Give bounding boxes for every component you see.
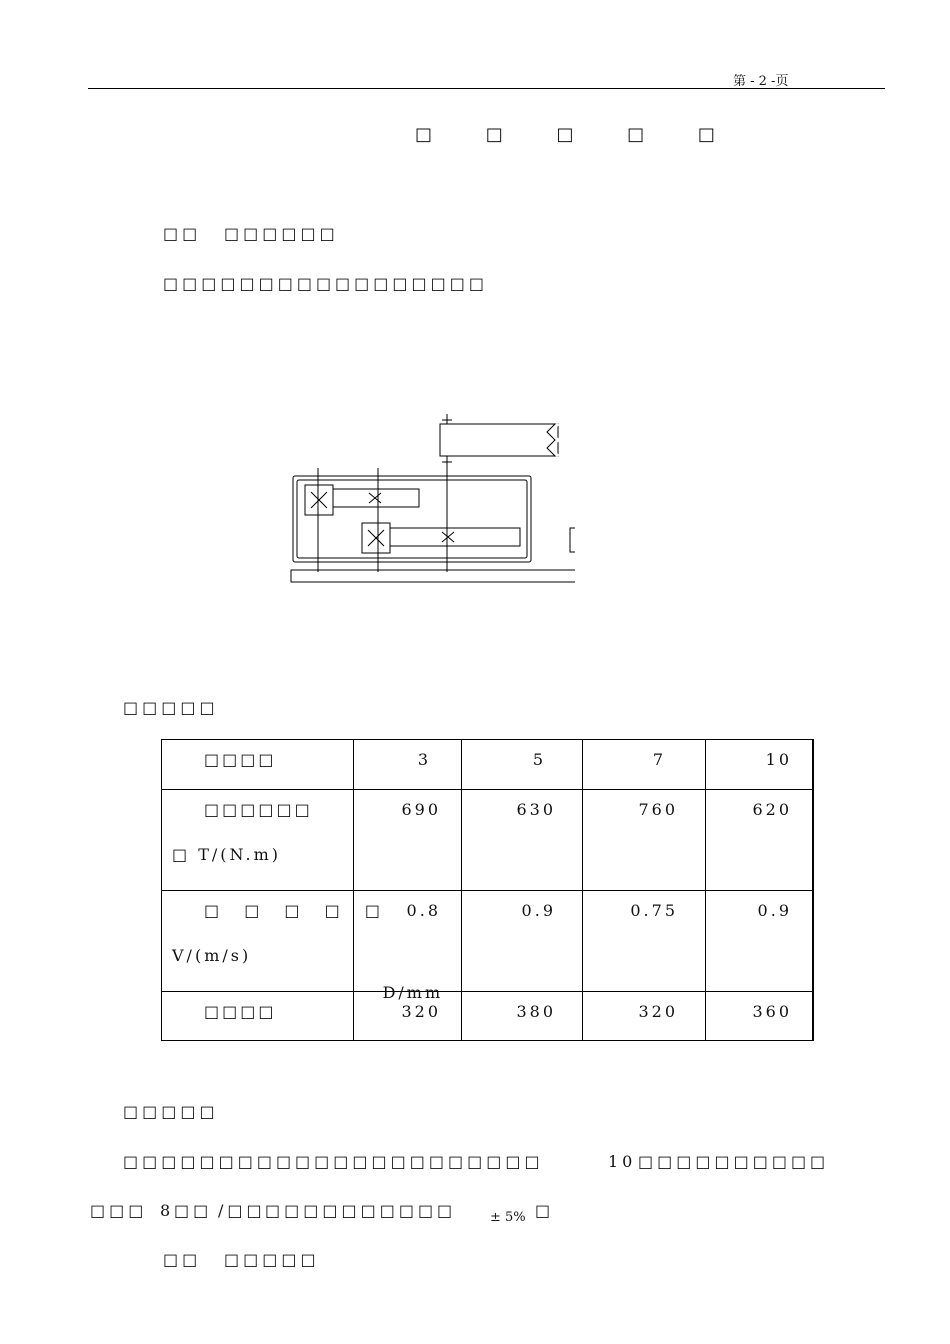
section1-index: □□ (163, 224, 202, 243)
motor (570, 528, 575, 552)
table-cell: 360 (752, 1002, 792, 1021)
table-cell: 380 (516, 1002, 556, 1021)
subtitle-line: □□□□□□□□□□□□□□□□□ (163, 274, 488, 293)
para-line2-text-d: □□□□□□□□□□ (265, 1201, 457, 1220)
para-line2-text-c: /□□ (218, 1201, 266, 1220)
para-line2-end: □ (535, 1201, 555, 1220)
table-cell: 760 (638, 800, 678, 819)
table-header-cell: 7 (652, 750, 666, 769)
transmission-diagram (285, 410, 575, 590)
row-label: □ □ □ □ □ (204, 901, 390, 920)
gear-2 (333, 489, 419, 507)
section3-heading: □□□□□ (123, 1102, 219, 1121)
table-cell: 0.8 (406, 901, 441, 920)
table-cell: 320 (638, 1002, 678, 1021)
section2-heading: □□□□□ (123, 698, 219, 717)
para-line1-number: 10 (608, 1152, 637, 1171)
table-row (162, 891, 814, 992)
para-line1-text-b: □□□□□□□□□□ (638, 1152, 830, 1171)
para-line2-text: □□□ (90, 1201, 148, 1220)
page-number: 第 - 2 -页 (733, 74, 789, 89)
para-line2-text-b: □□ (174, 1201, 213, 1220)
table-row (162, 740, 814, 790)
table-row (162, 992, 814, 1041)
table-cell: 0.75 (630, 901, 678, 920)
row-label-unit: □ T/(N.m) (172, 845, 281, 864)
header-rule (88, 88, 885, 89)
base-frame (291, 570, 575, 582)
table-header-cell: □□□□ (204, 750, 277, 769)
table-row (162, 790, 814, 891)
table-cell: 0.9 (521, 901, 556, 920)
parameter-table (161, 739, 814, 1041)
para-line2-number: 8 (160, 1201, 175, 1220)
table-header-cell: 10 (765, 750, 792, 769)
tolerance-value: ± 5% (490, 1210, 526, 1225)
section4-index: □□ (163, 1250, 202, 1269)
document-title: □ □ □ □ □ (415, 124, 739, 145)
row-label-unit: V/(m/s) (172, 946, 252, 965)
row-label-unit: D/mm (382, 983, 444, 1002)
conveyor-drum (440, 424, 558, 456)
table-cell: 320 (401, 1002, 441, 1021)
table-cell: 690 (401, 800, 441, 819)
row-label: □□□□□□ (204, 800, 313, 819)
table-cell: 620 (752, 800, 792, 819)
section4-heading: □□□□□ (224, 1250, 320, 1269)
row-label: □□□□ (204, 1002, 277, 1021)
gear-4 (390, 528, 520, 546)
table-cell: 630 (516, 800, 556, 819)
table-header-cell: 3 (417, 750, 431, 769)
table-header-cell: 5 (532, 750, 546, 769)
section1-heading: □□□□□□ (224, 224, 339, 243)
table-cell: 0.9 (757, 901, 792, 920)
para-line1-text: □□□□□□□□□□□□□□□□□□□□□□ (123, 1152, 544, 1171)
